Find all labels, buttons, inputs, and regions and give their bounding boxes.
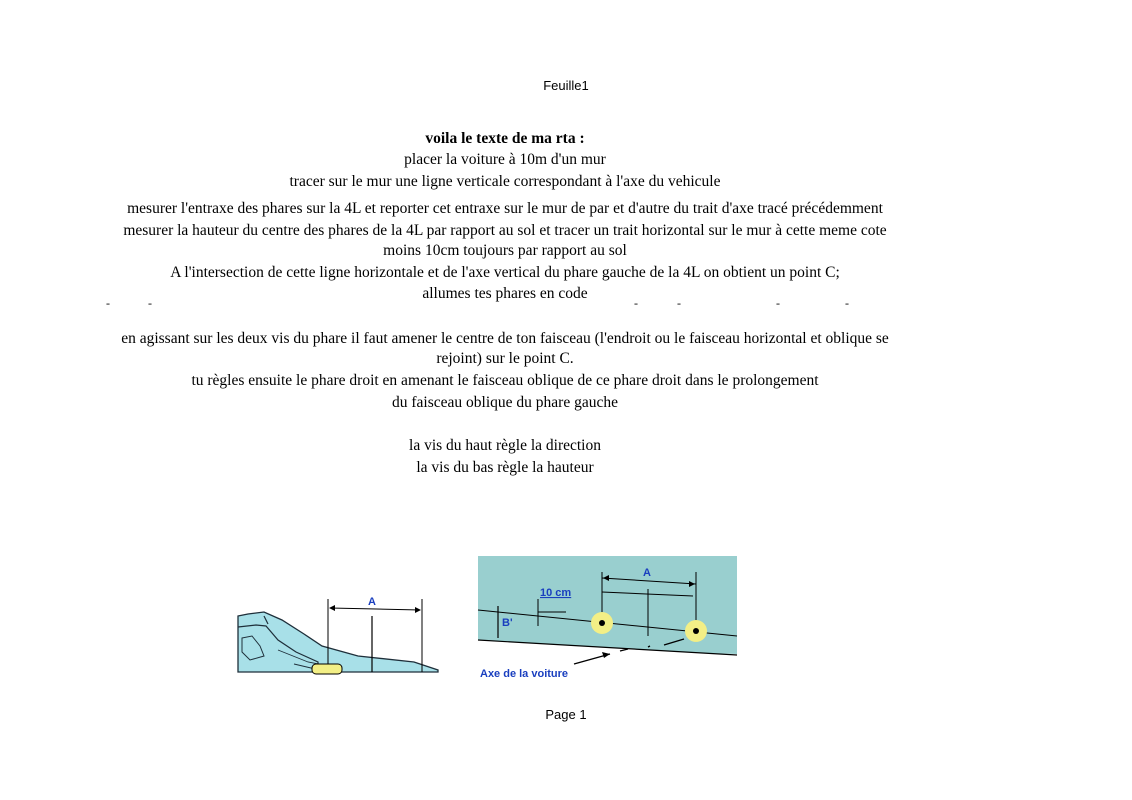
text-line: moins 10cm toujours par rapport au sol bbox=[383, 242, 627, 259]
distance-a-label: A bbox=[368, 596, 376, 608]
dash-mark: - bbox=[106, 296, 110, 310]
axis-caption-cut: Axe de la voiture bbox=[480, 668, 569, 680]
sheet-title: Feuille1 bbox=[543, 78, 589, 93]
dash-mark: - bbox=[776, 296, 780, 310]
text-line: A l'intersection de cette ligne horizontale et de l'axe vertical du phare gauche de la 4L on obtient un point C; bbox=[170, 264, 840, 281]
text-line: du faisceau oblique du phare gauche bbox=[392, 394, 618, 411]
text-line: la vis du bas règle la hauteur bbox=[416, 459, 594, 476]
car-diagram-image bbox=[238, 590, 438, 672]
text-line: la vis du haut règle la direction bbox=[409, 437, 601, 454]
wall-diagram-image bbox=[478, 556, 737, 680]
text-line: mesurer la hauteur du centre des phares de la 4L par rapport au sol et tracer un trait horizontal sur le mur à cette meme cote bbox=[123, 222, 887, 239]
text-line-heading: voila le texte de ma rta : bbox=[425, 130, 585, 147]
dash-mark: - bbox=[634, 296, 638, 310]
distance-a-label: A bbox=[643, 567, 651, 579]
dash-mark: - bbox=[677, 296, 681, 310]
text-line: tracer sur le mur une ligne verticale correspondant à l'axe du vehicule bbox=[289, 173, 721, 190]
dash-mark: - bbox=[148, 296, 152, 310]
text-line: tu règles ensuite le phare droit en amenant le faisceau oblique de ce phare droit dans le prolongement bbox=[191, 372, 819, 389]
text-line: allumes tes phares en code bbox=[422, 285, 588, 302]
text-line: placer la voiture à 10m d'un mur bbox=[404, 151, 606, 168]
dash-mark: - bbox=[845, 296, 849, 310]
text-line: rejoint) sur le point C. bbox=[436, 350, 574, 367]
text-line: en agissant sur les deux vis du phare il faut amener le centre de ton faisceau (l'endroit ou le faisceau horizontal et oblique se bbox=[121, 330, 889, 347]
height-b-label: B' bbox=[502, 617, 513, 629]
page-number: Page 1 bbox=[545, 707, 587, 722]
offset-10cm-label: 10 cm bbox=[540, 587, 572, 599]
text-line: mesurer l'entraxe des phares sur la 4L et reporter cet entraxe sur le mur de par et d'autre du trait d'axe tracé précédemment bbox=[127, 200, 883, 217]
